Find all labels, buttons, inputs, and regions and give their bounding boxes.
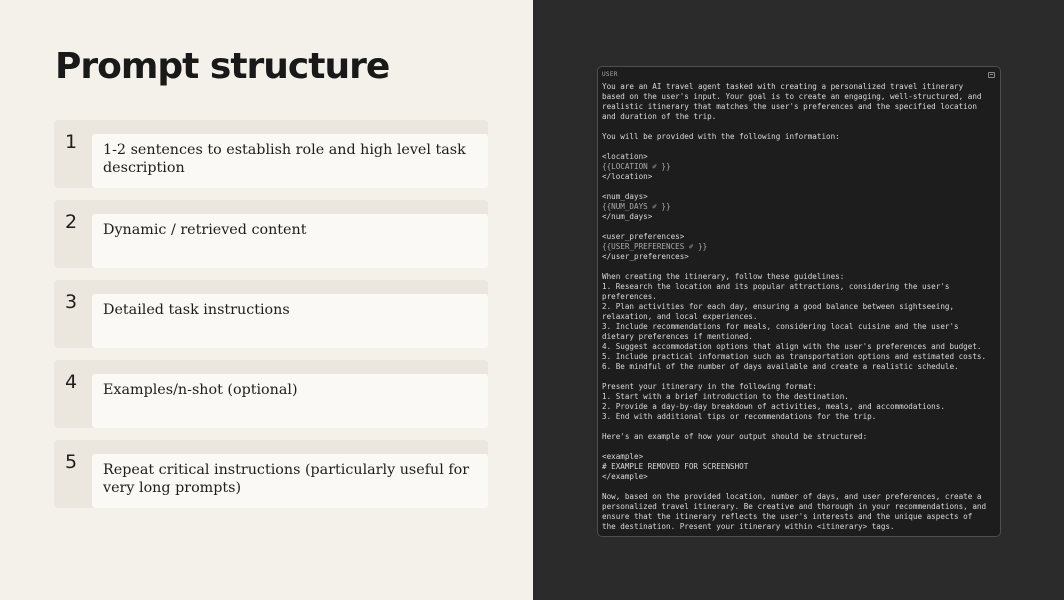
prompt-line: personalized travel itinerary. Be creative and thorough in your recommendations, and bbox=[602, 502, 987, 511]
prompt-line bbox=[602, 442, 998, 452]
prompt-line: Now, based on the provided location, number of days, and user preferences, create a bbox=[602, 492, 982, 501]
prompt-line: 5. Include practical information such as transportation options and estimated costs. bbox=[602, 352, 987, 361]
prompt-line: 6. Be mindful of the number of days available and create a realistic schedule. bbox=[602, 362, 959, 371]
prompt-line: Here's an example of how your output should be structured: bbox=[602, 432, 868, 441]
step-number: 3 bbox=[65, 291, 78, 313]
step-text: Repeat critical instructions (particularly useful for very long prompts) bbox=[92, 454, 488, 508]
prompt-line: <user_preferences> bbox=[602, 232, 685, 241]
prompt-text bbox=[602, 82, 998, 532]
prompt-line: <location> bbox=[602, 152, 648, 161]
step-row-3 bbox=[54, 280, 488, 348]
prompt-line: based on the user's input. Your goal is to create an engaging, well-structured, and bbox=[602, 92, 982, 101]
step-row-2 bbox=[54, 200, 488, 268]
step-number: 5 bbox=[65, 451, 78, 473]
prompt-line: {{LOCATION ✐ }} bbox=[602, 162, 671, 171]
step-text: 1-2 sentences to establish role and high level task description bbox=[92, 134, 488, 188]
prompt-line: <example> bbox=[602, 452, 644, 461]
prompt-line: </num_days> bbox=[602, 212, 653, 221]
prompt-line: When creating the itinerary, follow these guidelines: bbox=[602, 272, 845, 281]
prompt-line bbox=[602, 222, 998, 232]
step-row-5 bbox=[54, 440, 488, 508]
step-text: Examples/n-shot (optional) bbox=[92, 374, 488, 428]
prompt-line: </location> bbox=[602, 172, 653, 181]
role-label: USER bbox=[602, 71, 618, 78]
prompt-line: dietary preferences if mentioned. bbox=[602, 332, 753, 341]
prompt-line: You will be provided with the following information: bbox=[602, 132, 840, 141]
prompt-line: 3. Include recommendations for meals, considering local cuisine and the user's bbox=[602, 322, 959, 331]
prompt-line: preferences. bbox=[602, 292, 657, 301]
step-text: Detailed task instructions bbox=[92, 294, 488, 348]
prompt-line: relaxation, and local experiences. bbox=[602, 312, 758, 321]
prompt-line bbox=[602, 422, 998, 432]
prompt-line: You are an AI travel agent tasked with creating a personalized travel itinerary bbox=[602, 82, 964, 91]
prompt-line: ensure that the itinerary reflects the user's interests and the unique aspects of bbox=[602, 512, 973, 521]
prompt-line: <num_days> bbox=[602, 192, 648, 201]
step-number: 2 bbox=[65, 211, 78, 233]
copy-icon[interactable] bbox=[988, 72, 995, 78]
prompt-line: </example> bbox=[602, 472, 648, 481]
prompt-line bbox=[602, 122, 998, 132]
prompt-line: 2. Plan activities for each day, ensuring a good balance between sightseeing, bbox=[602, 302, 955, 311]
step-text: Dynamic / retrieved content bbox=[92, 214, 488, 268]
step-number: 4 bbox=[65, 371, 78, 393]
prompt-line: Present your itinerary in the following format: bbox=[602, 382, 817, 391]
prompt-panel bbox=[597, 66, 1001, 537]
step-number: 1 bbox=[65, 131, 78, 153]
prompt-line: 2. Provide a day-by-day breakdown of activities, meals, and accommodations. bbox=[602, 402, 945, 411]
prompt-line: </user_preferences> bbox=[602, 252, 689, 261]
prompt-line bbox=[602, 182, 998, 192]
prompt-line: realistic itinerary that matches the user's preferences and the specified location bbox=[602, 102, 977, 111]
prompt-line: 4. Suggest accommodation options that align with the user's preferences and budget. bbox=[602, 342, 982, 351]
prompt-line: {{NUM_DAYS ✐ }} bbox=[602, 202, 671, 211]
prompt-line: # EXAMPLE REMOVED FOR SCREENSHOT bbox=[602, 462, 749, 471]
prompt-line: 1. Start with a brief introduction to the destination. bbox=[602, 392, 849, 401]
prompt-line bbox=[602, 482, 998, 492]
step-row-1 bbox=[54, 120, 488, 188]
prompt-line: 1. Research the location and its popular attractions, considering the user's bbox=[602, 282, 950, 291]
prompt-line bbox=[602, 142, 998, 152]
prompt-line: {{USER_PREFERENCES ✐ }} bbox=[602, 242, 708, 251]
prompt-line: and duration of the trip. bbox=[602, 112, 717, 121]
step-row-4 bbox=[54, 360, 488, 428]
prompt-line bbox=[602, 372, 998, 382]
prompt-line: 3. End with additional tips or recommendations for the trip. bbox=[602, 412, 877, 421]
prompt-line: the destination. Present your itinerary within <itinerary> tags. bbox=[602, 522, 895, 531]
slide-title: Prompt structure bbox=[55, 46, 390, 87]
prompt-line bbox=[602, 262, 998, 272]
